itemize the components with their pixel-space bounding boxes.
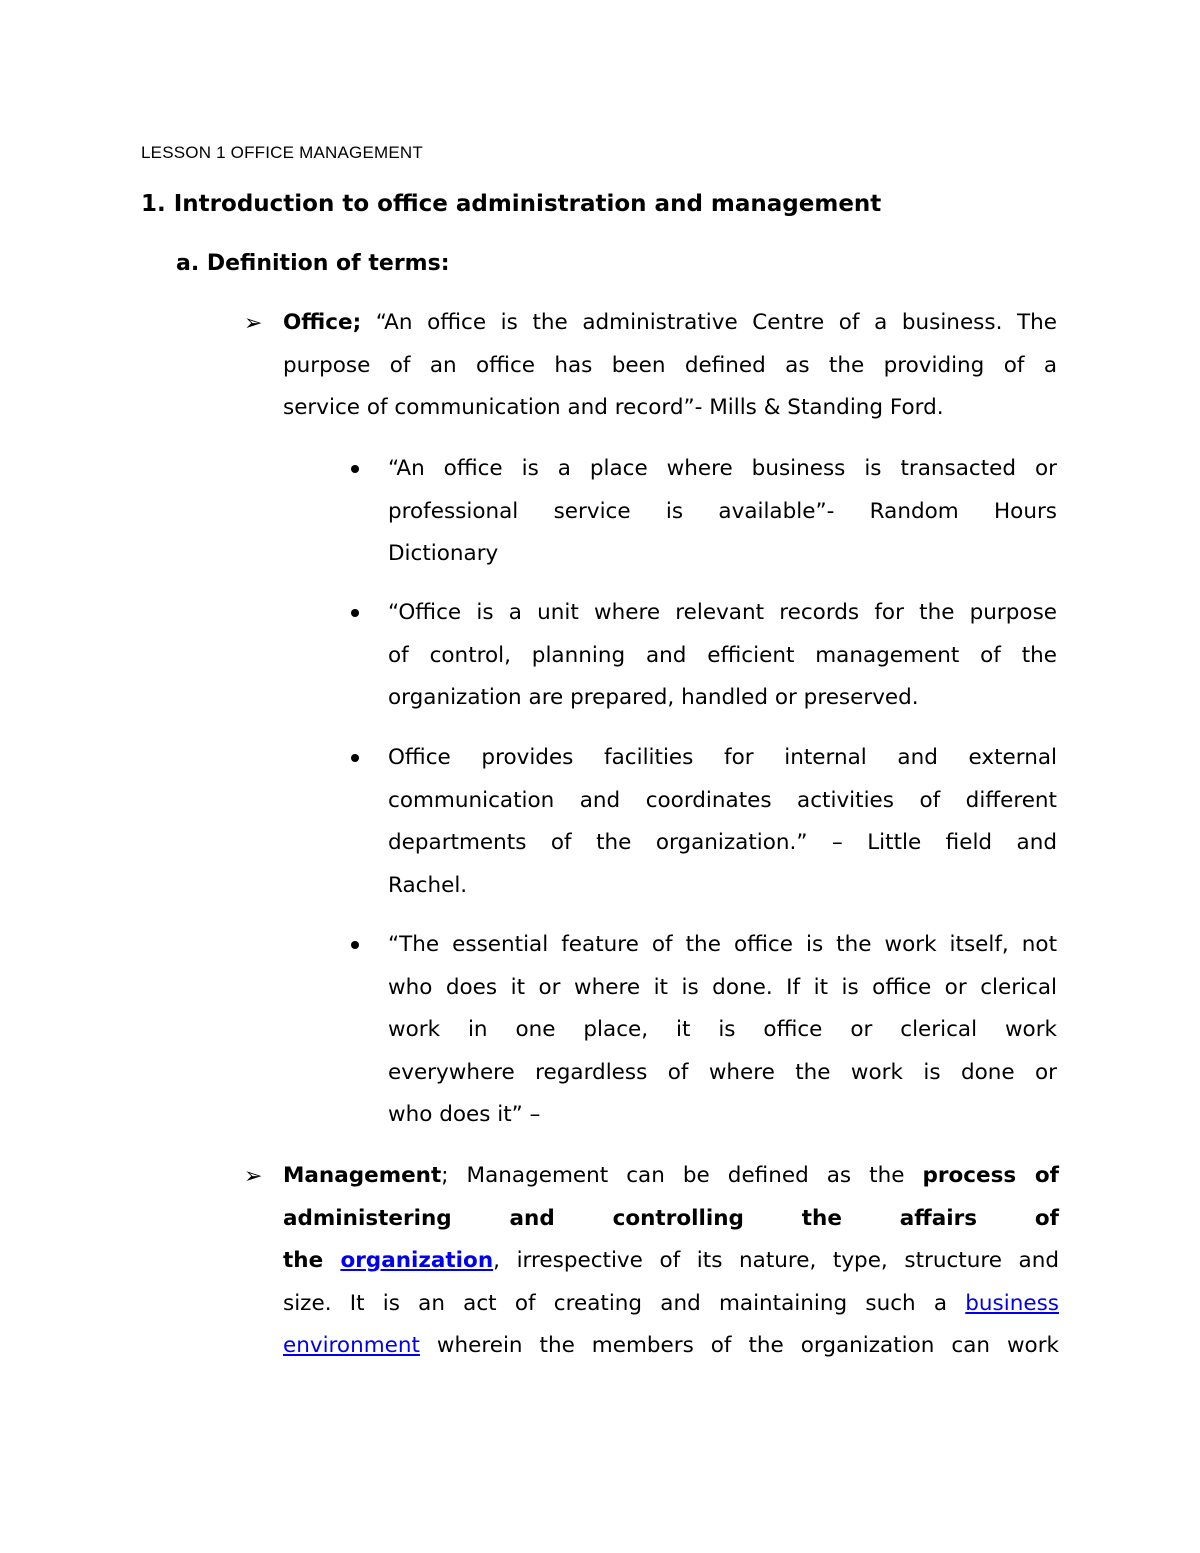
subsection-heading: a. Definition of terms: <box>176 251 450 276</box>
management-line-3: the organization, irrespective of its nature, type, structure and <box>283 1248 1060 1273</box>
management-label: Management <box>283 1163 442 1188</box>
management-line-2: administering and controlling the affairs of <box>283 1205 1059 1231</box>
bullet-item: “Office is a unit where relevant records for the purpose of control, planning and efficient management of the organization are prepared, handled or preserved. <box>388 600 1057 710</box>
office-label: Office; <box>283 310 362 335</box>
bullet-icon <box>351 754 359 762</box>
arrow-bullet-icon: ➢ <box>244 1164 263 1189</box>
management-line-5: environment wherein the members of the organization can work <box>283 1333 1059 1358</box>
environment-link[interactable]: environment <box>283 1333 420 1358</box>
section-heading: 1. Introduction to office administration and management <box>141 191 882 217</box>
office-line-3: service of communication and record”- Mills & Standing Ford. <box>283 395 944 420</box>
bullet-icon <box>351 465 359 473</box>
bullet-item: “An office is a place where business is transacted or professional service is available”- Random Hours Dictionary <box>388 456 1057 566</box>
bullet-item: “The essential feature of the office is the work itself, not who does it or where it is done. If it is office or clerical work in one place, it is office or clerical work everywhere regardless of where the work is done or who does it” – <box>388 932 1057 1127</box>
management-definition <box>283 1155 1059 1368</box>
bullet-item: Office provides facilities for internal and external communication and coordinates activities of different departments of the organization.” – Little field and Rachel. <box>388 745 1057 898</box>
bullet-icon <box>351 609 359 617</box>
arrow-bullet-icon: ➢ <box>244 311 263 336</box>
bullet-icon <box>351 941 359 949</box>
management-line-4: size. It is an act of creating and maintaining such a business <box>283 1290 1059 1316</box>
management-line-1: Management; Management can be defined as the process of <box>283 1163 1059 1188</box>
business-link[interactable]: business <box>965 1290 1059 1316</box>
organization-link[interactable]: organization <box>340 1248 494 1273</box>
lesson-title: LESSON 1 OFFICE MANAGEMENT <box>141 143 423 162</box>
office-line-1: Office; “An office is the administrative Centre of a business. The <box>283 310 1057 335</box>
office-definition <box>283 302 1057 430</box>
office-line-2: purpose of an office has been defined as the providing of a <box>283 352 1057 378</box>
